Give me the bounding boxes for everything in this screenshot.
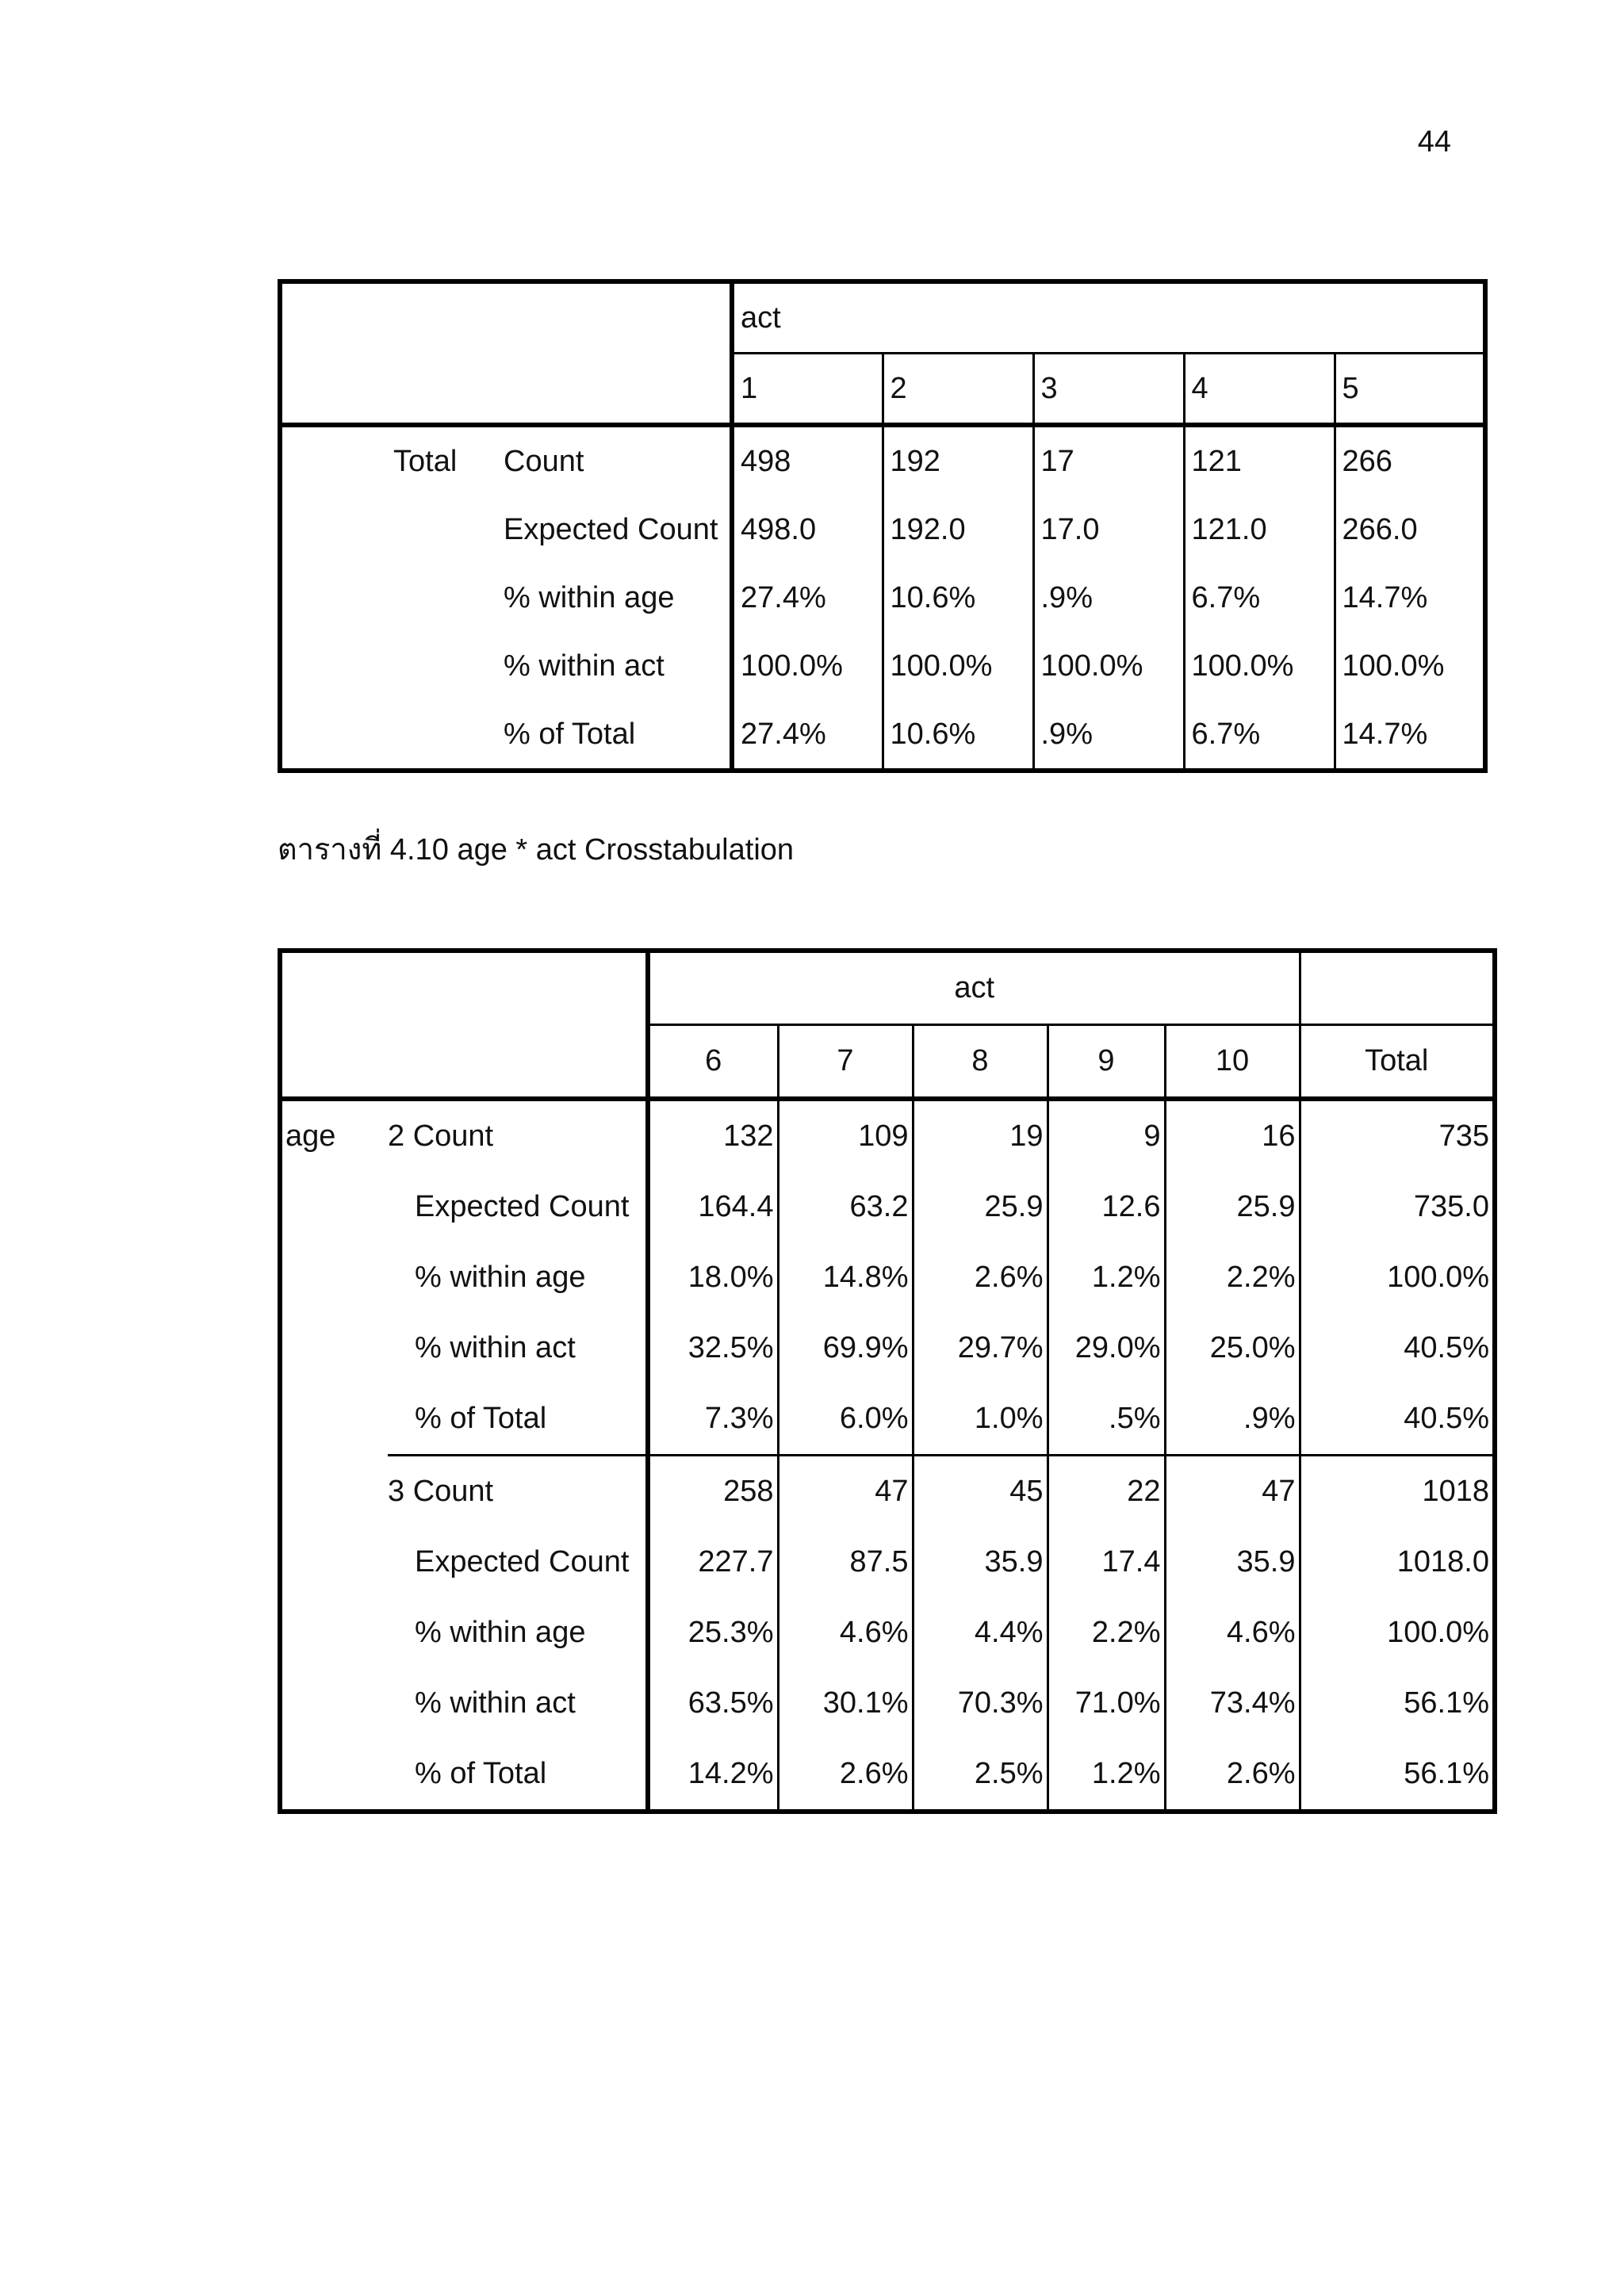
table-cell-total: 40.5% bbox=[1300, 1383, 1495, 1456]
table-cell: 10.6% bbox=[883, 564, 1033, 632]
table-cell: 2.2% bbox=[1048, 1598, 1165, 1668]
row-label: % within age bbox=[415, 1616, 586, 1649]
table-cell: 63.2 bbox=[778, 1172, 913, 1242]
table-cell: 100.0% bbox=[1033, 632, 1184, 700]
table-cell-total: 1018 bbox=[1300, 1456, 1495, 1528]
table-row bbox=[280, 632, 1485, 700]
table-cell: 227.7 bbox=[648, 1527, 778, 1598]
table-cell: 87.5 bbox=[778, 1527, 913, 1598]
table-cell: 17.0 bbox=[1033, 496, 1184, 564]
column-header: 8 bbox=[913, 1025, 1048, 1100]
table-row bbox=[280, 1313, 1495, 1383]
table-cell: 32.5% bbox=[648, 1313, 778, 1383]
table-cell-total: 735.0 bbox=[1300, 1172, 1495, 1242]
table-cell-total: 56.1% bbox=[1300, 1668, 1495, 1739]
table-cell-total: 100.0% bbox=[1300, 1242, 1495, 1313]
table-row bbox=[280, 1668, 1495, 1739]
table-cell: 192 bbox=[883, 425, 1033, 496]
table-cell: 6.0% bbox=[778, 1383, 913, 1456]
table-cell: 100.0% bbox=[883, 632, 1033, 700]
table-cell: 35.9 bbox=[913, 1527, 1048, 1598]
column-header: 10 bbox=[1165, 1025, 1300, 1100]
row-label: % within act bbox=[504, 649, 665, 683]
table-cell: 69.9% bbox=[778, 1313, 913, 1383]
table-cell: 100.0% bbox=[732, 632, 883, 700]
table-cell: 22 bbox=[1048, 1456, 1165, 1528]
table-cell: 14.2% bbox=[648, 1739, 778, 1812]
table-cell: 266.0 bbox=[1335, 496, 1485, 564]
table-cell: 2.5% bbox=[913, 1739, 1048, 1812]
act-group-header: act bbox=[648, 951, 1300, 1025]
table-cell: 2.6% bbox=[913, 1242, 1048, 1313]
table-cell: 6.7% bbox=[1184, 700, 1335, 771]
table-row bbox=[280, 1598, 1495, 1668]
table-cell: 1.0% bbox=[913, 1383, 1048, 1456]
table-cell-total: 40.5% bbox=[1300, 1313, 1495, 1383]
table-cell: 6.7% bbox=[1184, 564, 1335, 632]
column-header: 3 bbox=[1033, 354, 1184, 426]
column-header: 9 bbox=[1048, 1025, 1165, 1100]
table-cell: 14.7% bbox=[1335, 564, 1485, 632]
column-header: 7 bbox=[778, 1025, 913, 1100]
page-number: 44 bbox=[1417, 125, 1451, 159]
header-corner bbox=[280, 281, 732, 425]
table-cell: 19 bbox=[913, 1099, 1048, 1172]
table-cell: 29.7% bbox=[913, 1313, 1048, 1383]
table-cell: 30.1% bbox=[778, 1668, 913, 1739]
table-row bbox=[280, 1099, 1495, 1172]
column-header: 6 bbox=[648, 1025, 778, 1100]
table-cell: 109 bbox=[778, 1099, 913, 1172]
act-group-header: act bbox=[732, 281, 1485, 354]
table-cell: 17 bbox=[1033, 425, 1184, 496]
table-cell: 12.6 bbox=[1048, 1172, 1165, 1242]
row-variable-label: age bbox=[285, 1119, 336, 1153]
table-row bbox=[280, 1383, 1495, 1456]
column-header-total: Total bbox=[1300, 1025, 1495, 1100]
row-label: % within act bbox=[415, 1331, 576, 1364]
header-blank bbox=[1300, 951, 1495, 1025]
column-header: 2 bbox=[883, 354, 1033, 426]
row-label: % within age bbox=[504, 580, 675, 614]
table-cell: 16 bbox=[1165, 1099, 1300, 1172]
table-cell: 35.9 bbox=[1165, 1527, 1300, 1598]
table-row bbox=[280, 700, 1485, 771]
header-corner bbox=[280, 951, 648, 1099]
table-caption: ตารางที่ 4.10 age * act Crosstabulation bbox=[278, 833, 795, 867]
table-header-row bbox=[280, 951, 1495, 1025]
table-cell: 4.4% bbox=[913, 1598, 1048, 1668]
table-cell: 498.0 bbox=[732, 496, 883, 564]
table-row bbox=[280, 564, 1485, 632]
table-cell: 29.0% bbox=[1048, 1313, 1165, 1383]
row-label: % within act bbox=[415, 1686, 576, 1720]
table-cell-total: 1018.0 bbox=[1300, 1527, 1495, 1598]
table-cell: 266 bbox=[1335, 425, 1485, 496]
table-cell: 1.2% bbox=[1048, 1739, 1165, 1812]
table-cell: 121.0 bbox=[1184, 496, 1335, 564]
table-cell: 27.4% bbox=[732, 564, 883, 632]
table-cell: 73.4% bbox=[1165, 1668, 1300, 1739]
table-cell: 2.6% bbox=[778, 1739, 913, 1812]
table-row bbox=[280, 425, 1485, 496]
row-label: 3 Count bbox=[388, 1475, 494, 1508]
table-cell: 47 bbox=[1165, 1456, 1300, 1528]
table-cell: 14.8% bbox=[778, 1242, 913, 1313]
table-cell: 45 bbox=[913, 1456, 1048, 1528]
row-label: % of Total bbox=[415, 1757, 547, 1790]
table-row bbox=[280, 1242, 1495, 1313]
table-cell: 9 bbox=[1048, 1099, 1165, 1172]
table-cell: 164.4 bbox=[648, 1172, 778, 1242]
table-cell: 71.0% bbox=[1048, 1668, 1165, 1739]
row-label: 2 Count bbox=[388, 1119, 494, 1153]
row-label: Expected Count bbox=[415, 1190, 630, 1223]
table-cell: .5% bbox=[1048, 1383, 1165, 1456]
table-cell: 25.9 bbox=[913, 1172, 1048, 1242]
table-cell: 47 bbox=[778, 1456, 913, 1528]
table-cell: .9% bbox=[1033, 564, 1184, 632]
table-cell: 18.0% bbox=[648, 1242, 778, 1313]
table-cell: 25.0% bbox=[1165, 1313, 1300, 1383]
table-cell: 10.6% bbox=[883, 700, 1033, 771]
row-label: Count bbox=[504, 444, 584, 478]
table-cell: 100.0% bbox=[1184, 632, 1335, 700]
table-row bbox=[280, 1527, 1495, 1598]
row-label: % of Total bbox=[388, 1383, 648, 1456]
table-cell: 4.6% bbox=[1165, 1598, 1300, 1668]
table-cell: 14.7% bbox=[1335, 700, 1485, 771]
crosstab-table-continued bbox=[278, 279, 1488, 773]
table-cell: 27.4% bbox=[732, 700, 883, 771]
table-cell: 1.2% bbox=[1048, 1242, 1165, 1313]
table-cell: .9% bbox=[1165, 1383, 1300, 1456]
table-cell: 7.3% bbox=[648, 1383, 778, 1456]
table-cell: 25.9 bbox=[1165, 1172, 1300, 1242]
table-cell: 2.2% bbox=[1165, 1242, 1300, 1313]
crosstab-table bbox=[278, 948, 1497, 1814]
table-row bbox=[280, 1172, 1495, 1242]
table-cell: 17.4 bbox=[1048, 1527, 1165, 1598]
table-row bbox=[280, 1739, 1495, 1812]
row-label: % of Total bbox=[504, 717, 636, 751]
row-label: Expected Count bbox=[504, 512, 718, 546]
table-cell: 4.6% bbox=[778, 1598, 913, 1668]
table-cell: 192.0 bbox=[883, 496, 1033, 564]
table-cell: 63.5% bbox=[648, 1668, 778, 1739]
row-label: % within age bbox=[415, 1261, 586, 1294]
table-cell: 132 bbox=[648, 1099, 778, 1172]
row-label: Expected Count bbox=[415, 1545, 630, 1578]
table-cell: 121 bbox=[1184, 425, 1335, 496]
table-row bbox=[280, 1456, 1495, 1528]
table-cell: .9% bbox=[1033, 700, 1184, 771]
table-header-row bbox=[280, 281, 1485, 354]
table-cell-total: 100.0% bbox=[1300, 1598, 1495, 1668]
table-row bbox=[280, 496, 1485, 564]
column-header: 4 bbox=[1184, 354, 1335, 426]
table-cell-total: 56.1% bbox=[1300, 1739, 1495, 1812]
table-cell: 70.3% bbox=[913, 1668, 1048, 1739]
row-group-label: Total bbox=[393, 444, 458, 478]
table-cell: 498 bbox=[732, 425, 883, 496]
table-cell: 258 bbox=[648, 1456, 778, 1528]
table-cell-total: 735 bbox=[1300, 1099, 1495, 1172]
column-header: 5 bbox=[1335, 354, 1485, 426]
table-cell: 2.6% bbox=[1165, 1739, 1300, 1812]
table-cell: 100.0% bbox=[1335, 632, 1485, 700]
table-cell: 25.3% bbox=[648, 1598, 778, 1668]
column-header: 1 bbox=[732, 354, 883, 426]
